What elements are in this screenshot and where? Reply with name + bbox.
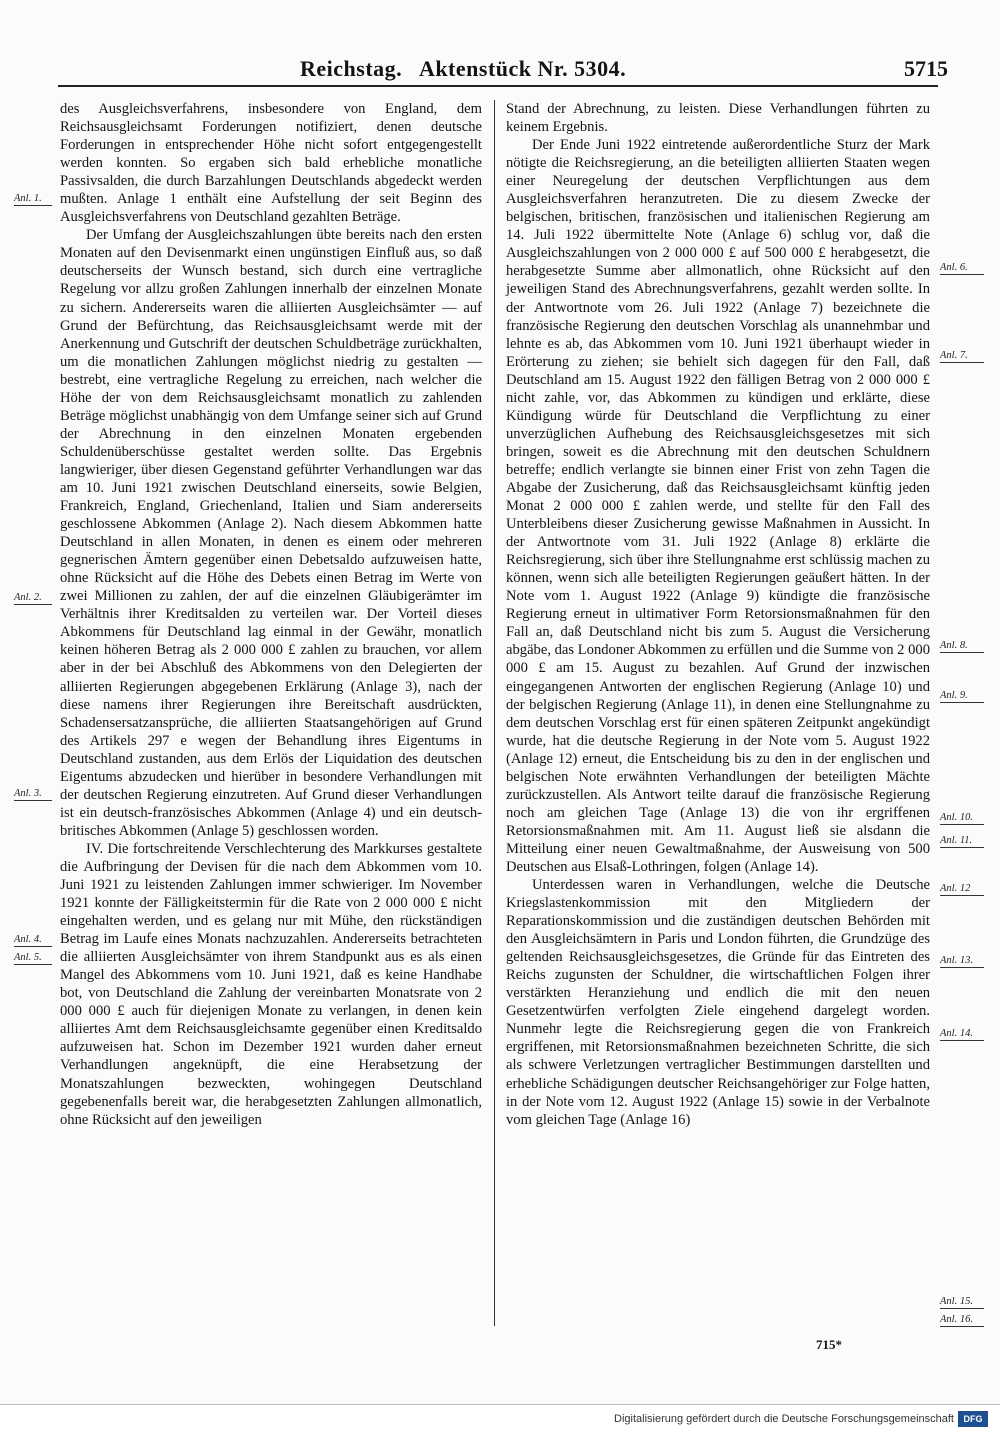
header-rule (58, 85, 938, 87)
margin-note-anl-3: Anl. 3. (14, 788, 52, 801)
margin-note-anl-10: Anl. 10. (940, 812, 984, 825)
running-head: Reichstag. Aktenstück Nr. 5304. (300, 56, 627, 81)
right-paragraph-1: Stand der Abrechnung, zu leisten. Diese Verhandlungen führten zu keinem Ergebnis. (506, 101, 930, 136)
dfg-logo: DFG (958, 1411, 988, 1427)
left-column (60, 100, 482, 1129)
margin-note-anl-4: Anl. 4. (14, 934, 52, 947)
margin-note-anl-9: Anl. 9. (940, 690, 984, 703)
margin-note-anl-15: Anl. 15. (940, 1296, 984, 1309)
margin-note-anl-12: Anl. 12 (940, 883, 984, 896)
margin-note-anl-1: Anl. 1. (14, 193, 52, 206)
margin-note-anl-8: Anl. 8. (940, 640, 984, 653)
right-column (506, 100, 930, 1129)
margin-note-anl-14: Anl. 14. (940, 1028, 984, 1041)
margin-note-anl-13: Anl. 13. (940, 955, 984, 968)
right-paragraph-3: Unterdessen waren in Verhandlungen, welche die Deutsche Kriegslastenkommission mit den Mitgliedern der Reparationskommission und die zuständigen deutschen Behörden mit den Ausgleichsämtern in Paris und London führten, die Grundzüge des geltenden Reichsausgleichsgesetzes, die Gründe für das Eintreten des Reichs zugunsten der Schuldner, die wirtschaftlichen Folgen ihrer verstärkten Heranziehung und endlich die mit den neuen Gesetzentwürfen verfolgten Ziele eingehend dargelegt worden. Nunmehr legte die Reichsregierung gegen die von Frankreich ergriffenen, mit Retorsionsmaßnahmen bezeichneten Schritte, die sich als schwere Verletzungen vertraglicher Bestimmungen darstellten und erhebliche Schädigungen deutscher Reichsangehöriger zur Folge hatten, in der Note vom 12. August 1922 (Anlage 15) sowie in der Verbalnote vom gleichen Tage (Anlage 16) (506, 877, 930, 1128)
margin-note-anl-6: Anl. 6. (940, 262, 984, 275)
left-paragraph-1: des Ausgleichsverfahrens, insbesondere von England, dem Reichsausgleichsamt Forderungen notifiziert, denen deutsche Forderungen in entsprechender Höhe nicht sofort entgegengestellt werden konnten. So ergaben sich bald erhebliche monatliche Passivsalden, die durch Barzahlungen Deutschlands abgedeckt werden mußten. Anlage 1 enthält eine Aufstellung der seit Beginn des Ausgleichsverfahrens von Deutschland gezahlten Beträge. (60, 101, 482, 226)
digitization-credit: Digitalisierung gefördert durch die Deutsche Forschungsgemeinschaft (614, 1413, 954, 1425)
right-paragraph-2: Der Ende Juni 1922 eintretende außerordentliche Sturz der Mark nötigte die Reichsregierung, an die beteiligten alliierten Staaten wegen einer Neuregelung der deutschen Verpflichtungen aus dem Ausgleichsverfahren heranzutreten. Die zu diesem Zwecke der belgischen, britischen, französischen und italienischen Regierung am 14. Juli 1922 übermittelte Note (Anlage 6) schlug vor, daß die Ausgleichszahlungen von 2 000 000 £ auf 500 000 £ herabgesetzt, die herabgesetzte Summe aber allmonatlich, ohne Rücksicht auf den jeweiligen Stand des Abrechnungsverfahrens, gezahlt werden sollte. In der Antwortnote vom 26. Juli 1922 (Anlage 7) bezeichnete die französische Regierung den deutschen Vorschlag als unannehmbar und lehnte es ab, das Abkommen vom 10. Juni 1921 überhaupt wieder in Erörterung zu ziehen; sie behielt sich dagegen für den Fall, daß Deutschland am 15. August 1922 den fälligen Betrag von 2 000 000 £ nicht zahle, vor, das Abkommen zu kündigen und erklärte, diese Kündigung würde für Deutschland die Verpflichtung zu einer unverzüglichen Aufhebung des Reichsausgleichsgesetzes mit sich bringen, soweit es die Abrechnung mit den deutschen Schuldnern betreffe; endlich verlangte sie binnen einer Frist von zehn Tagen die Abgabe der Zusicherung, daß das Reichsausgleichsamt künftig jeden Monat 2 000 000 £ zahlen werde, und stellte für den Fall des Unterbleibens dieser Zusicherung gewisse Maßnahmen in Aussicht. In der Antwortnote vom 31. Juli 1922 (Anlage 8) erklärte die Reichsregierung, sich über ihre Stellungnahme erst schlüssig machen zu können, wenn sich alle beteiligten Regierungen geäußert hätten. In der Note vom 1. August 1922 (Anlage 9) kündigte die französische Regierung erneut in ultimativer Form Retorsionsmaßnahmen für den Fall an, daß Deutschland nicht bis zum 5. August die Versicherung abgäbe, das Londoner Abkommen zu erfüllen und die Summe von 2 000 000 £ am 15. August zu bezahlen. Auf Grund der inzwischen eingegangenen Antworten der englischen Regierung (Anlage 10) und der belgischen Regierung (Anlage 11), in denen eine Stellungnahme zu dem deutschen Vorschlag erst für einen späteren Zeitpunkt angekündigt wurde, hat die deutsche Regierung in der Note vom 5. August 1922 (Anlage 12) erneut, die Entscheidung bis zu den in der englischen und belgischen Note erwähnten Verhandlungen der beteiligten Mächte zurückzustellen. Als Antwort teilte darauf die französische Regierung noch am gleichen Tage (Anlage 13) die von ihr ergriffenen Retorsionsmaßnahmen mit. Am 11. August ließ sie alsdann die Mitteilung einer neuen Gewaltmaßnahme, der Ausweisung von 500 Deutschen aus Elsaß-Lothringen, folgen (Anlage 14). (506, 137, 930, 875)
digitization-footer (0, 1404, 1000, 1435)
left-paragraph-3: IV. Die fortschreitende Verschlechterung des Markkurses gestaltete die Aufbringung der Devisen für die nach dem Abkommen vom 10. Juni 1921 zu leistenden Zahlungen immer schwieriger. Im November 1921 konnte der Fälligkeitstermin für die Rate von 2 000 000 £ nicht eingehalten werden, und es gelang nur mit Mühe, den rückständigen Betrag im Laufe eines Monats nachzuzahlen. Andererseits betrachteten die alliierten Ausgleichsämter von ihrem Standpunkt aus es als einen Mangel des Abkommens vom 10. Juni 1921, daß es keine Handhabe bot, von Deutschland die Zahlung der vereinbarten Monatsrate von 2 000 000 £ auch für diejenigen Monate zu verlangen, in denen kein alliiertes Amt dem Reichsausgleichsamte gegenüber einen Kreditsaldo aufzuweisen hat. Schon im Dezember 1921 wurden daher erneut Verhandlungen angeknüpft, die eine Herabsetzung der Monatszahlungen bezweckten, wohingegen Deutschland gegebenenfalls bereit war, die herabgesetzten Zahlungen allmonatlich, ohne Rücksicht auf den jeweiligen (60, 840, 482, 1128)
margin-note-anl-7: Anl. 7. (940, 350, 984, 363)
page-header (0, 52, 1000, 92)
margin-note-anl-16: Anl. 16. (940, 1314, 984, 1327)
left-paragraph-2: Der Umfang der Ausgleichszahlungen übte bereits nach den ersten Monaten auf den Devisenmarkt einen ungünstigen Einfluß aus, so daß deutscherseits der Wunsch bestand, sich durch eine vertragliche Regelung vor allzu großen Zahlungen innerhalb der einzelnen Monate zu sichern. Andererseits waren die alliierten Ausgleichsämter — auf Grund der Befürchtung, das Reichsausgleichsamt werde mit der Anerkennung und Gutschrift der deutschen Schuldbeträge zurückhalten, um die monatlichen Zahlungen möglichst niedrig zu gestalten — bestrebt, eine vertragliche Regelung zu erreichen, nach welcher die Höhe der von dem Reichsausgleichsamt monatlich zu zahlenden Beträge möglichst unabhängig von dem Umfange seiner sich auf Grund der Abrechnung in den einzelnen Monaten ergebenden Schuldenüberschüsse gestaltet werden sollte. Das Ergebnis langwieriger, über diesen Gegenstand geführter Verhandlungen war das am 10. Juni 1921 zwischen Deutschland einerseits, sowie Belgien, Frankreich, England, Griechenland, Italien und Siam andererseits geschlossene Abkommen (Anlage 2). Nach diesem Abkommen hatte Deutschland in allen Monaten, in denen es einem oder mehreren gegnerischen Ämtern gegenüber einen Debetsaldo aufzuweisen hatte, ohne Rücksicht auf die Höhe des Debets einen Betrag im Werte von zwei Millionen zu zahlen, der auf die einzelnen Gläubigerämter im Verhältnis ihrer Kreditsalden zu verteilen war. Der Vorteil dieses Abkommens für Deutschland lag einmal in der Gewähr, monatlich keinen höheren Betrag als 2 000 000 £ zahlen zu brauchen, vor allem aber in der bei Abschluß des Abkommens von den Delegierten der alliierten Regierungen abgegebenen Erklärung (Anlage 3), nach der diese namens ihrer Regierungen ihre Bereitschaft ausdrückten, Schadensersatzansprüche, die alliierten Staatsangehörigen auf Grund des Artikels 297 e wegen der Behandlung ihres Eigentums in Deutschland zustanden, aus dem Erlös der Liquidation des deutschen Eigentums abzudecken und hierüber in besondere Verhandlungen mit der deutschen Regierung einzutreten. Auf Grund dieser Verhandlungen ist ein deutsch-französisches Abkommen (Anlage 4) und ein deutsch-britisches Abkommen (Anlage 5) geschlossen worden. (60, 227, 482, 839)
column-divider (494, 100, 495, 1326)
page-marker: 715* (816, 1337, 842, 1352)
margin-note-anl-11: Anl. 11. (940, 835, 984, 848)
page-number: 5715 (904, 56, 948, 81)
margin-note-anl-2: Anl. 2. (14, 592, 52, 605)
margin-note-anl-5: Anl. 5. (14, 952, 52, 965)
